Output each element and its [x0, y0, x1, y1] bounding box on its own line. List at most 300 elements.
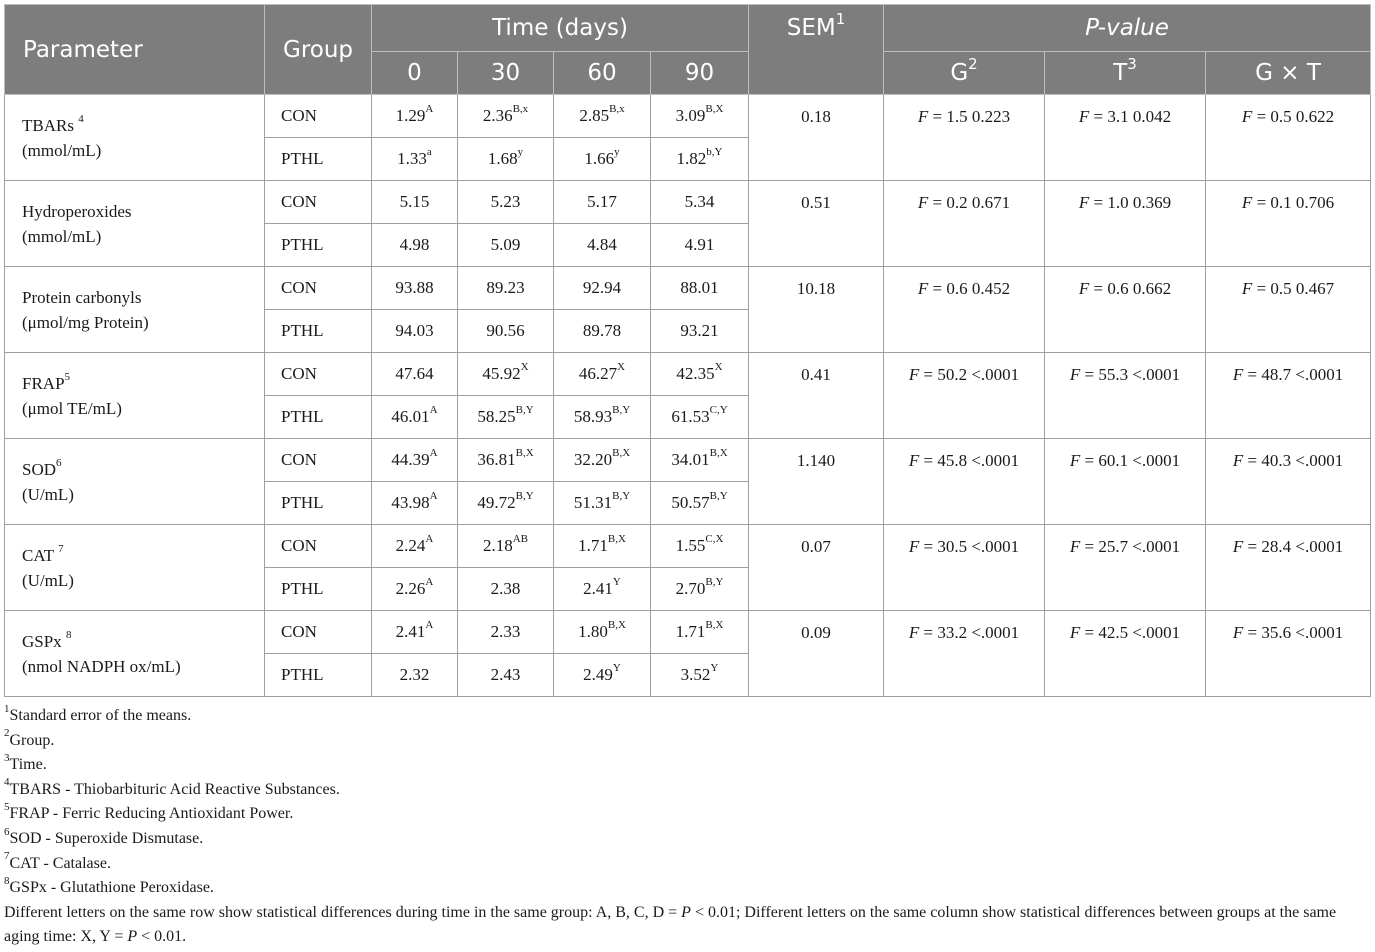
value-letter: X: [520, 361, 529, 374]
value-cell: [554, 396, 651, 439]
parameter-name: TBARs: [22, 115, 74, 135]
value-cell: [554, 95, 651, 138]
parameter-unit: (μmol TE/mL): [22, 398, 122, 418]
value-number: 5.23: [490, 192, 521, 211]
results-table-container: [4, 4, 1370, 950]
f-statistic: = 50.2 <.0001: [923, 365, 1020, 384]
value-number: 34.01: [671, 450, 710, 469]
table-row: [5, 267, 1371, 310]
value-cell: [372, 439, 458, 482]
value-number: 44.39: [391, 450, 430, 469]
value-cell: [458, 654, 554, 697]
value-letter: AB: [512, 533, 529, 546]
group-cell: CON: [265, 181, 372, 224]
parameter-name: GSPx: [22, 631, 62, 651]
header-sem: SEM$^1$: [749, 5, 884, 95]
value-number: 3.52: [680, 665, 711, 684]
table-row: [5, 439, 1371, 482]
header-time-60: 60: [554, 52, 651, 95]
value-number: 1.71: [675, 622, 706, 641]
value-letter: B,x: [609, 103, 625, 116]
f-statistic: = 25.7 <.0001: [1084, 537, 1181, 556]
table-row: [5, 611, 1371, 654]
pvalue-cell: [1045, 525, 1206, 611]
value-cell: [651, 611, 749, 654]
value-cell: [372, 353, 458, 396]
parameter-name: Protein carbonyls: [22, 287, 142, 307]
value-letter: b,Y: [706, 146, 723, 159]
f-statistic: = 35.6 <.0001: [1247, 623, 1344, 642]
group-cell: PTHL: [265, 654, 372, 697]
value-cell: [458, 439, 554, 482]
table-header: [5, 5, 1371, 95]
f-symbol: F: [908, 537, 920, 556]
f-statistic: = 0.6 0.662: [1093, 279, 1172, 298]
sem-cell: 0.18: [749, 95, 884, 181]
footnote: [4, 704, 1370, 729]
value-cell: [554, 654, 651, 697]
value-cell: [651, 310, 749, 353]
parameter-unit: (mmol/mL): [22, 226, 102, 246]
parameter-unit: (nmol NADPH ox/mL): [22, 656, 181, 676]
value-letter: B,Y: [612, 404, 631, 417]
f-symbol: F: [1232, 537, 1244, 556]
table-row: [5, 525, 1371, 568]
value-cell: [554, 310, 651, 353]
value-cell: [651, 482, 749, 525]
parameter-footnote-ref: 8: [65, 628, 72, 641]
sem-cell: 0.51: [749, 181, 884, 267]
parameter-name: CAT: [22, 545, 54, 565]
value-cell: [458, 396, 554, 439]
value-cell: [651, 181, 749, 224]
value-cell: [554, 353, 651, 396]
pvalue-cell: [884, 439, 1045, 525]
f-statistic: = 0.2 0.671: [932, 193, 1011, 212]
header-time-90: 90: [651, 52, 749, 95]
value-number: 2.33: [490, 622, 521, 641]
sem-cell: 0.41: [749, 353, 884, 439]
f-symbol: F: [1241, 193, 1253, 212]
group-cell: CON: [265, 95, 372, 138]
value-number: 2.41: [395, 622, 426, 641]
group-cell: PTHL: [265, 396, 372, 439]
pvalue-cell: [884, 525, 1045, 611]
value-letter: B,X: [515, 447, 534, 460]
f-symbol: F: [1232, 365, 1244, 384]
value-cell: [554, 224, 651, 267]
footnote-number: 3: [4, 751, 10, 764]
f-symbol: F: [1232, 623, 1244, 642]
footnote: [4, 729, 1370, 754]
value-number: 1.55: [675, 536, 706, 555]
value-cell: [372, 95, 458, 138]
value-cell: [651, 439, 749, 482]
value-number: 4.84: [587, 235, 617, 254]
f-symbol: F: [1069, 537, 1081, 556]
f-symbol: F: [1069, 365, 1081, 384]
table-row: [5, 181, 1371, 224]
sem-cell: 10.18: [749, 267, 884, 353]
value-number: 5.15: [399, 192, 430, 211]
value-cell: [458, 310, 554, 353]
f-symbol: F: [1078, 193, 1090, 212]
value-cell: [554, 439, 651, 482]
footnote-number: 7: [4, 850, 10, 863]
f-statistic: = 0.1 0.706: [1256, 193, 1335, 212]
value-cell: [554, 138, 651, 181]
footnote-significance: Different letters on the same row show statistical differences during time in the same group: A, B, C, D = P < 0.01; Different letters on the same column show statistical differences between groups at the same aging time: X, Y = P < 0.01.: [4, 903, 1337, 946]
value-number: 1.80: [578, 622, 608, 641]
value-cell: [458, 353, 554, 396]
value-cell: [372, 568, 458, 611]
value-cell: [372, 525, 458, 568]
value-letter: B,X: [709, 447, 728, 460]
pvalue-cell: [1206, 267, 1371, 353]
value-number: 2.32: [399, 665, 430, 684]
value-letter: A: [429, 447, 438, 460]
value-number: 1.33: [397, 149, 427, 168]
value-number: 43.98: [391, 493, 430, 512]
value-letter: A: [429, 490, 438, 503]
value-letter: B,Y: [709, 490, 728, 503]
f-symbol: F: [908, 365, 920, 384]
f-symbol: F: [1241, 107, 1253, 126]
value-number: 1.71: [578, 536, 608, 555]
f-statistic: = 45.8 <.0001: [923, 451, 1020, 470]
value-cell: [458, 568, 554, 611]
header-group: Group: [265, 5, 372, 95]
header-gxt: G × T: [1206, 52, 1371, 95]
header-pvalue: P-value: [884, 5, 1371, 52]
f-symbol: F: [917, 193, 929, 212]
footnote: [4, 827, 1370, 852]
value-number: 51.31: [573, 493, 613, 512]
pvalue-cell: [1045, 181, 1206, 267]
value-letter: B,X: [612, 447, 631, 460]
f-statistic: = 33.2 <.0001: [923, 623, 1020, 642]
value-cell: [651, 95, 749, 138]
value-number: 88.01: [680, 278, 719, 297]
value-number: 90.56: [486, 321, 525, 340]
value-number: 5.09: [490, 235, 521, 254]
value-letter: B,Y: [515, 404, 534, 417]
value-letter: a: [426, 146, 432, 159]
value-letter: B,x: [512, 103, 529, 116]
value-letter: A: [425, 619, 434, 632]
table-body: [5, 95, 1371, 697]
pvalue-cell: [1045, 439, 1206, 525]
pvalue-cell: [1045, 95, 1206, 181]
parameter-footnote-ref: 4: [78, 112, 84, 125]
f-symbol: F: [1069, 623, 1081, 642]
group-cell: CON: [265, 525, 372, 568]
value-number: 93.88: [395, 278, 434, 297]
parameter-footnote-ref: 5: [64, 370, 71, 383]
value-cell: [651, 267, 749, 310]
f-statistic: = 28.4 <.0001: [1247, 537, 1344, 556]
value-number: 2.41: [583, 579, 613, 598]
value-cell: [372, 396, 458, 439]
footnote: [4, 802, 1370, 827]
f-symbol: F: [917, 279, 929, 298]
value-cell: [458, 224, 554, 267]
value-cell: [458, 267, 554, 310]
footnote-number: 6: [4, 825, 10, 838]
value-cell: [651, 224, 749, 267]
parameter-cell: [5, 439, 265, 525]
value-letter: A: [429, 404, 438, 417]
header-time: Time (days): [372, 5, 749, 52]
f-statistic: = 40.3 <.0001: [1247, 451, 1344, 470]
value-letter: Y: [612, 576, 621, 589]
value-cell: [372, 654, 458, 697]
value-number: 89.78: [582, 321, 622, 340]
value-cell: [458, 138, 554, 181]
group-cell: PTHL: [265, 224, 372, 267]
parameter-unit: (μmol/mg Protein): [22, 312, 149, 332]
pvalue-cell: [1045, 267, 1206, 353]
f-statistic: = 60.1 <.0001: [1084, 451, 1181, 470]
value-cell: [458, 95, 554, 138]
value-number: 1.29: [395, 106, 426, 125]
value-number: 5.17: [587, 192, 617, 211]
pvalue-cell: [884, 353, 1045, 439]
value-number: 2.26: [395, 579, 426, 598]
table-footnotes: [4, 704, 1370, 950]
group-cell: CON: [265, 267, 372, 310]
value-number: 47.64: [395, 364, 434, 383]
f-symbol: F: [908, 623, 920, 642]
value-cell: [651, 568, 749, 611]
value-number: 49.72: [477, 493, 516, 512]
sem-cell: 0.09: [749, 611, 884, 697]
parameter-cell: [5, 353, 265, 439]
value-letter: B,X: [705, 103, 724, 116]
value-cell: [458, 181, 554, 224]
value-letter: C,Y: [709, 404, 728, 417]
f-statistic: = 1.5 0.223: [932, 107, 1011, 126]
value-letter: B,Y: [515, 490, 534, 503]
results-table: [4, 4, 1371, 697]
parameter-cell: [5, 95, 265, 181]
value-letter: A: [425, 576, 434, 589]
value-letter: A: [425, 103, 434, 116]
value-letter: C,X: [705, 533, 724, 546]
value-letter: B,Y: [705, 576, 724, 589]
value-cell: [651, 353, 749, 396]
value-letter: X: [617, 361, 626, 374]
value-number: 92.94: [582, 278, 622, 297]
sem-cell: 0.07: [749, 525, 884, 611]
value-number: 2.70: [675, 579, 706, 598]
parameter-footnote-ref: 6: [56, 456, 62, 469]
f-statistic: = 0.5 0.467: [1256, 279, 1335, 298]
footnote: [4, 753, 1370, 778]
value-number: 94.03: [395, 321, 434, 340]
value-number: 36.81: [477, 450, 516, 469]
group-cell: CON: [265, 611, 372, 654]
value-letter: B,Y: [612, 490, 631, 503]
table-row: [5, 353, 1371, 396]
value-number: 93.21: [680, 321, 719, 340]
value-number: 58.25: [477, 407, 516, 426]
footnote: [4, 876, 1370, 901]
value-number: 2.36: [482, 106, 513, 125]
parameter-cell: [5, 181, 265, 267]
value-number: 1.68: [487, 149, 518, 168]
value-letter: y: [614, 146, 620, 159]
parameter-cell: [5, 525, 265, 611]
footnote-text: FRAP - Ferric Reducing Antioxidant Power.: [9, 805, 294, 823]
parameter-name: SOD: [22, 459, 57, 479]
footnote: [4, 852, 1370, 877]
value-cell: [651, 138, 749, 181]
value-cell: [554, 181, 651, 224]
pvalue-cell: [884, 611, 1045, 697]
value-cell: [554, 482, 651, 525]
value-letter: B,X: [705, 619, 724, 632]
value-cell: [372, 310, 458, 353]
f-symbol: F: [1078, 107, 1090, 126]
group-cell: PTHL: [265, 482, 372, 525]
footnote-number: 4: [4, 776, 10, 789]
footnote: [4, 778, 1370, 803]
parameter-footnote-ref: 7: [58, 542, 64, 555]
value-number: 45.92: [482, 364, 521, 383]
group-cell: CON: [265, 353, 372, 396]
value-number: 2.85: [579, 106, 610, 125]
table-row: [5, 95, 1371, 138]
value-letter: A: [425, 533, 434, 546]
value-number: 58.93: [573, 407, 613, 426]
f-statistic: = 55.3 <.0001: [1084, 365, 1181, 384]
f-statistic: = 1.0 0.369: [1093, 193, 1172, 212]
value-number: 2.18: [482, 536, 513, 555]
value-number: 50.57: [671, 493, 710, 512]
pvalue-cell: [884, 181, 1045, 267]
value-cell: [554, 611, 651, 654]
value-cell: [651, 396, 749, 439]
value-number: 1.82: [676, 149, 707, 168]
value-cell: [458, 611, 554, 654]
pvalue-cell: [1206, 95, 1371, 181]
footnote-number: 8: [4, 874, 10, 887]
value-number: 4.91: [684, 235, 715, 254]
footnote-text: Standard error of the means.: [9, 707, 192, 724]
f-symbol: F: [1069, 451, 1081, 470]
header-t: $T^3$: [1045, 52, 1206, 95]
header-g: $G^2$: [884, 52, 1045, 95]
f-symbol: F: [1232, 451, 1244, 470]
value-number: 46.01: [391, 407, 430, 426]
group-cell: PTHL: [265, 568, 372, 611]
value-cell: [651, 654, 749, 697]
header-time-30: 30: [458, 52, 554, 95]
parameter-unit: (U/mL): [22, 570, 74, 590]
value-letter: B,X: [607, 619, 626, 632]
parameter-unit: (mmol/mL): [22, 140, 102, 160]
value-number: 4.98: [399, 235, 430, 254]
parameter-name: FRAP: [22, 373, 65, 393]
pvalue-cell: [1206, 611, 1371, 697]
f-statistic: = 0.6 0.452: [932, 279, 1011, 298]
parameter-unit: (U/mL): [22, 484, 74, 504]
value-cell: [651, 525, 749, 568]
parameter-cell: [5, 267, 265, 353]
value-letter: y: [517, 146, 524, 159]
pvalue-cell: [1045, 611, 1206, 697]
footnote-text: SOD - Superoxide Dismutase.: [9, 829, 204, 847]
sem-cell: 1.140: [749, 439, 884, 525]
f-symbol: F: [1241, 279, 1253, 298]
value-cell: [372, 611, 458, 654]
value-cell: [372, 482, 458, 525]
f-statistic: = 48.7 <.0001: [1247, 365, 1344, 384]
f-symbol: F: [1078, 279, 1090, 298]
footnote-text: TBARS - Thiobarbituric Acid Reactive Substances.: [9, 780, 340, 798]
f-symbol: F: [917, 107, 929, 126]
value-cell: [372, 224, 458, 267]
value-cell: [372, 267, 458, 310]
value-cell: [372, 181, 458, 224]
value-cell: [554, 525, 651, 568]
value-cell: [372, 138, 458, 181]
value-letter: X: [714, 361, 723, 374]
value-cell: [554, 568, 651, 611]
footnote-number: 5: [4, 801, 10, 814]
footnote-text: Time.: [9, 756, 47, 774]
value-letter: Y: [710, 662, 719, 675]
value-number: 89.23: [486, 278, 525, 297]
f-statistic: = 3.1 0.042: [1093, 107, 1172, 126]
value-number: 2.43: [490, 665, 521, 684]
value-number: 5.34: [684, 192, 715, 211]
f-symbol: F: [908, 451, 920, 470]
value-number: 32.20: [573, 450, 613, 469]
f-statistic: = 0.5 0.622: [1256, 107, 1335, 126]
value-number: 46.27: [578, 364, 618, 383]
pvalue-cell: [1206, 353, 1371, 439]
header-time-0: 0: [372, 52, 458, 95]
footnote-text: GSPx - Glutathione Peroxidase.: [9, 879, 214, 897]
pvalue-cell: [1206, 525, 1371, 611]
value-number: 61.53: [671, 407, 710, 426]
value-number: 42.35: [676, 364, 715, 383]
footnote-text: Group.: [9, 731, 55, 749]
header-parameter: Parameter: [5, 5, 265, 95]
footnote-text: CAT - Catalase.: [9, 854, 111, 872]
pvalue-cell: [884, 95, 1045, 181]
value-cell: [458, 525, 554, 568]
group-cell: PTHL: [265, 310, 372, 353]
footnote-number: 1: [4, 702, 10, 715]
pvalue-cell: [1206, 181, 1371, 267]
value-letter: Y: [612, 662, 621, 675]
value-number: 2.24: [395, 536, 426, 555]
group-cell: CON: [265, 439, 372, 482]
value-cell: [458, 482, 554, 525]
f-statistic: = 42.5 <.0001: [1084, 623, 1181, 642]
f-statistic: = 30.5 <.0001: [923, 537, 1020, 556]
group-cell: PTHL: [265, 138, 372, 181]
value-number: 2.38: [490, 579, 521, 598]
value-number: 2.49: [583, 665, 613, 684]
parameter-cell: [5, 611, 265, 697]
footnote-number: 2: [4, 727, 10, 740]
parameter-name: Hydroperoxides: [22, 201, 132, 221]
value-cell: [554, 267, 651, 310]
